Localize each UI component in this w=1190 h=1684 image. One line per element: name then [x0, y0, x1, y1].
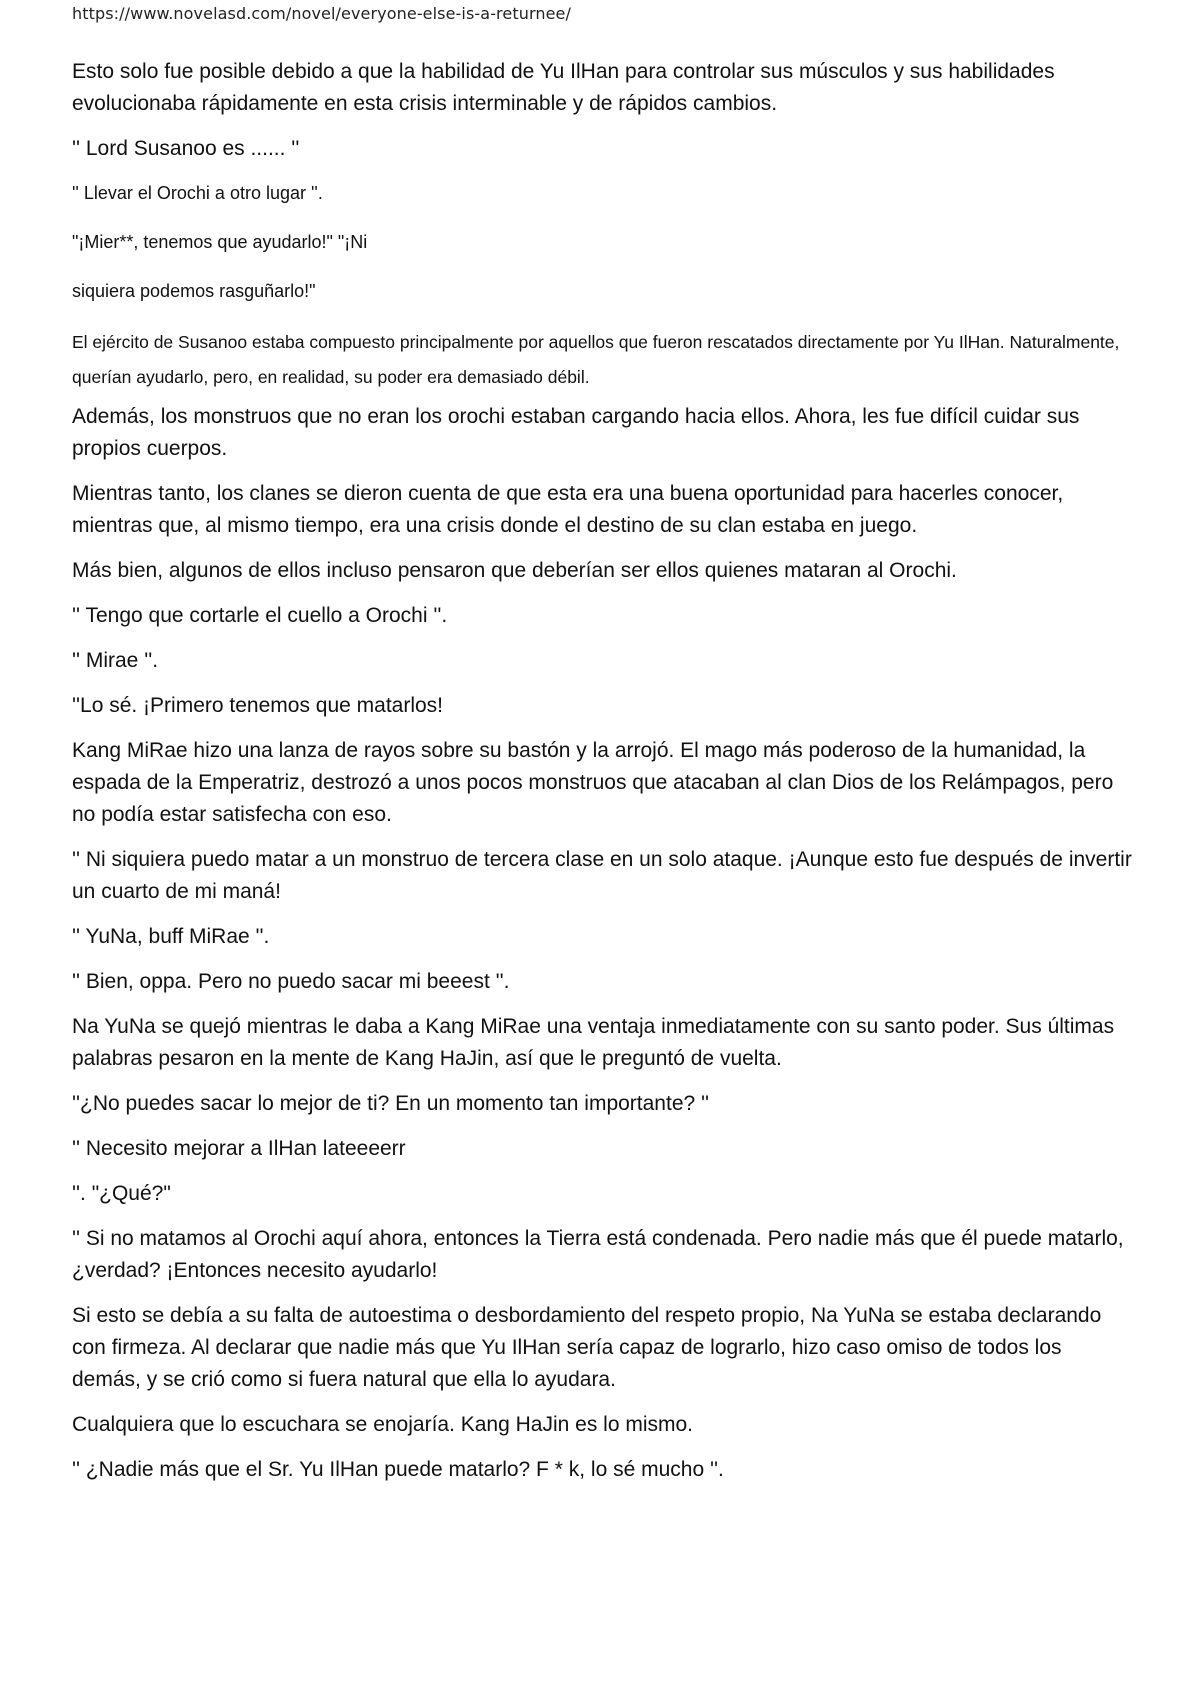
dialogue-line: ''Lo sé. ¡Primero tenemos que matarlos!: [72, 694, 444, 717]
dialogue-line: '' YuNa, buff MiRae ''.: [72, 925, 270, 948]
paragraph: Mientras tanto, los clanes se dieron cuenta de que esta era una buena oportunidad para hacerles conocer, mientras que, al mismo tiempo, era una crisis donde el destino de su clan estaba en juego.: [72, 482, 1064, 537]
dialogue-line: '' Tengo que cortarle el cuello a Orochi ''.: [72, 604, 448, 627]
paragraph: Si esto se debía a su falta de autoestima o desbordamiento del respeto propio, Na YuNa se estaba declarando con firmeza. Al declarar que nadie más que Yu IlHan sería capaz de lograrlo, hizo caso omiso de todos los demás, y se crió como si fuera natural que ella lo ayudara.: [72, 1304, 1102, 1391]
dialogue-line: "¡Mier**, tenemos que ayudarlo!" "¡Ni: [72, 232, 368, 252]
source-url: https://www.novelasd.com/novel/everyone-else-is-a-returnee/: [72, 4, 571, 23]
dialogue-line: '' Bien, oppa. Pero no puedo sacar mi beeest ''.: [72, 970, 510, 993]
dialogue-line: ''. "¿Qué?": [72, 1182, 171, 1205]
dialogue-line: ''¿No puedes sacar lo mejor de ti? En un momento tan importante? '': [72, 1092, 710, 1115]
paragraph: Más bien, algunos de ellos incluso pensaron que deberían ser ellos quienes mataran al Orochi.: [72, 559, 957, 582]
dialogue-line: '' Ni siquiera puedo matar a un monstruo de tercera clase en un solo ataque. ¡Aunque esto fue después de invertir un cuarto de mi maná!: [72, 848, 1132, 903]
dialogue-line: '' Llevar el Orochi a otro lugar ''.: [72, 183, 323, 203]
paragraph: Esto solo fue posible debido a que la habilidad de Yu IlHan para controlar sus músculos y sus habilidades evolucionaba rápidamente en esta crisis interminable y de rápidos cambios.: [72, 60, 1055, 115]
dialogue-line: '' Necesito mejorar a IlHan lateeeerr: [72, 1137, 406, 1160]
paragraph: El ejército de Susanoo estaba compuesto principalmente por aquellos que fueron rescatados directamente por Yu IlHan. Naturalmente, querían ayudarlo, pero, en realidad, su poder era demasiado débil.: [72, 332, 1120, 387]
dialogue-line: '' Lord Susanoo es ...... '': [72, 137, 300, 160]
dialogue-line: '' ¿Nadie más que el Sr. Yu IlHan puede matarlo? F * k, lo sé mucho ''.: [72, 1458, 724, 1481]
paragraph: Na YuNa se quejó mientras le daba a Kang MiRae una ventaja inmediatamente con su santo poder. Sus últimas palabras pesaron en la mente de Kang HaJin, así que le preguntó de vuelta.: [72, 1015, 1115, 1070]
dialogue-line: '' Si no matamos al Orochi aquí ahora, entonces la Tierra está condenada. Pero nadie más que él puede matarlo, ¿verdad? ¡Entonces necesito ayudarlo!: [72, 1227, 1124, 1282]
paragraph: Cualquiera que lo escuchara se enojaría. Kang HaJin es lo mismo.: [72, 1413, 694, 1436]
dialogue-line: siquiera podemos rasguñarlo!": [72, 281, 316, 301]
document-body: [72, 56, 1132, 1499]
dialogue-line: '' Mirae ''.: [72, 649, 159, 672]
paragraph: Kang MiRae hizo una lanza de rayos sobre su bastón y la arrojó. El mago más poderoso de la humanidad, la espada de la Emperatriz, destrozó a unos pocos monstruos que atacaban al clan Dios de los Relámpagos, pero no podía estar satisfecha con eso.: [72, 739, 1114, 826]
paragraph: Además, los monstruos que no eran los orochi estaban cargando hacia ellos. Ahora, les fue difícil cuidar sus propios cuerpos.: [72, 405, 1080, 460]
